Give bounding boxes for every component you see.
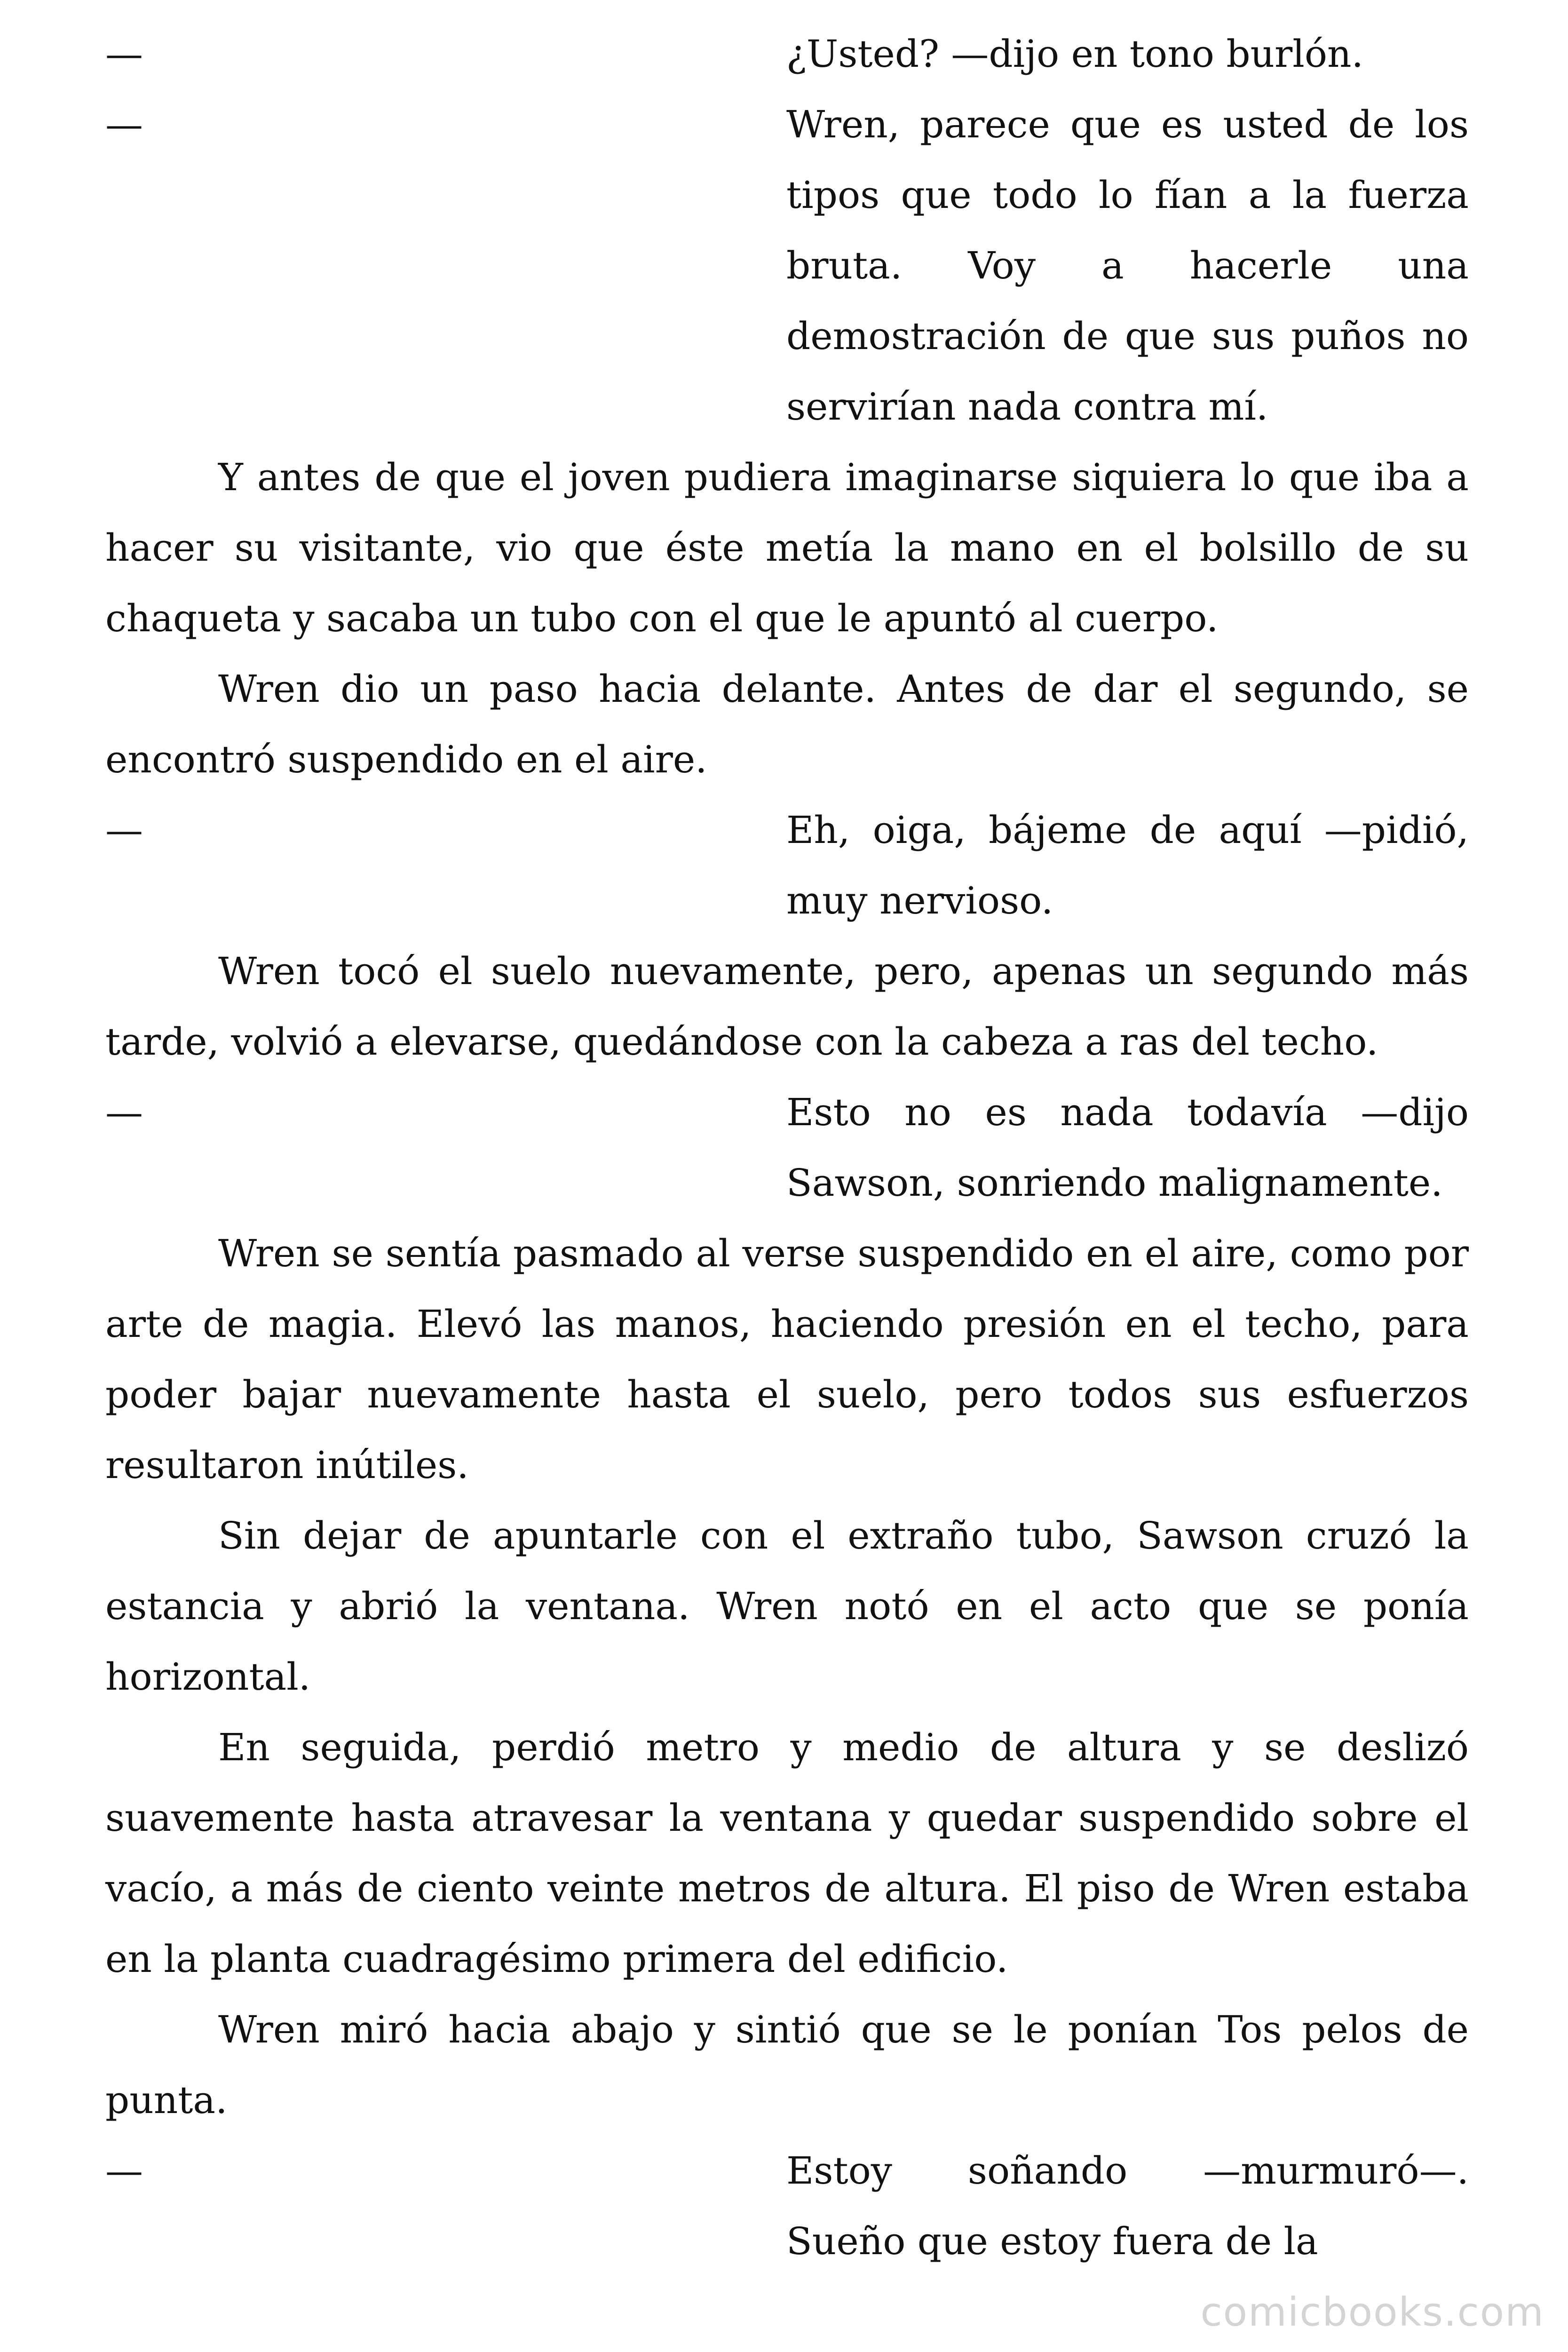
dialogue-dash: — <box>105 2149 143 2193</box>
dialogue-dash: — <box>105 1090 143 1134</box>
paragraph-text: En seguida, perdió metro y medio de altura y se deslizó suavemente hasta atravesar la ventana y quedar suspendido sobre el vacío, a más de ciento veinte metros de altura. El piso de Wren estaba en la planta cuadragésimo primera del edificio. <box>105 1725 1469 1981</box>
dialogue-text: Esto no es nada todavía —dijo Sawson, sonriendo malignamente. <box>786 1090 1469 1205</box>
paragraph-text: Wren tocó el suelo nuevamente, pero, apenas un segundo más tarde, volvió a elevarse, quedándose con la cabeza a ras del techo. <box>105 949 1469 1064</box>
paragraph-text: Wren miró hacia abajo y sintió que se le ponían Tos pelos de punta. <box>105 2008 1469 2122</box>
paragraph-text: Wren se sentía pasmado al verse suspendido en el aire, como por arte de magia. Elevó las manos, haciendo presión en el techo, para poder bajar nuevamente hasta el suelo, pero todos sus esfuerzos resultaron inútiles. <box>105 1232 1469 1487</box>
dialogue-text: Eh, oiga, bájeme de aquí —pidió, muy nervioso. <box>786 808 1469 922</box>
dialogue-text: Estoy soñando —murmuró—. Sueño que estoy fuera de la <box>786 2149 1469 2263</box>
dialogue-dash: — <box>105 103 143 146</box>
paragraph-text: Y antes de que el joven pudiera imaginarse siquiera lo que iba a hacer su visitante, vio que éste metía la mano en el bolsillo de su chaqueta y sacaba un tubo con el que le apuntó al cuerpo. <box>105 455 1469 640</box>
paragraph-text: Sin dejar de apuntarle con el extraño tubo, Sawson cruzó la estancia y abrió la ventana. Wren notó en el acto que se ponía horizontal. <box>105 1514 1469 1699</box>
dialogue-text: Wren, parece que es usted de los tipos que todo lo fían a la fuerza bruta. Voy a hacerle una demostración de que sus puños no servirían nada contra mí. <box>786 103 1469 429</box>
dialogue-dash: — <box>105 32 143 76</box>
paragraph-text: Wren dio un paso hacia delante. Antes de dar el segundo, se encontró suspendido en el aire. <box>105 667 1469 781</box>
dialogue-text: ¿Usted? —dijo en tono burlón. <box>786 32 1363 76</box>
watermark: comicbooks.com <box>1200 2289 1544 2335</box>
dialogue-dash: — <box>105 808 143 852</box>
